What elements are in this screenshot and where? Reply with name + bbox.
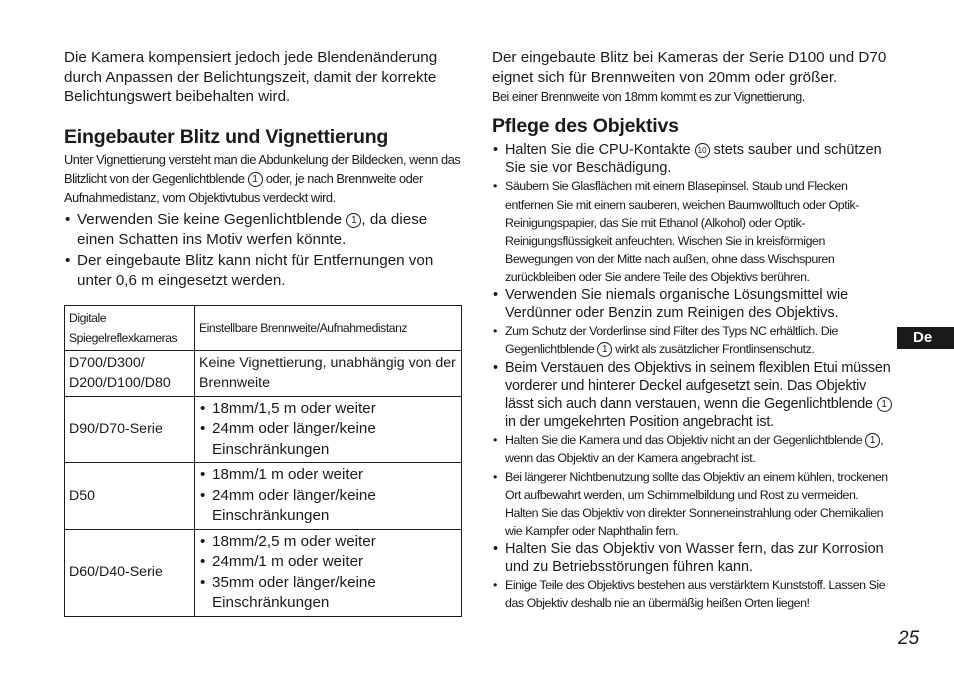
table-cell-list <box>195 463 462 530</box>
list-item: • 24mm oder länger/keine Einschränkungen <box>199 419 457 460</box>
list-item: • 24mm oder länger/keine Einschränkungen <box>199 486 457 527</box>
list-item: • 24mm/1 m oder weiter <box>199 552 457 573</box>
section-heading-flash: Eingebauter Blitz und Vignettierung <box>64 125 389 148</box>
list-item: • 18mm/2,5 m oder weiter <box>199 532 457 553</box>
table-header-distance: Einstellbare Brennweite/Aufnahmedistanz <box>195 305 462 350</box>
lens-hood-callout: 1 <box>877 397 892 412</box>
list-item: • Halten Sie die CPU-Kontakte 10 stets sauber und schützen Sie sie vor Beschädigung. <box>492 141 892 177</box>
focal-length-table <box>64 305 462 617</box>
page-number: 25 <box>898 628 920 649</box>
lens-hood-callout: 1 <box>597 342 612 357</box>
lens-hood-callout: 1 <box>346 213 361 228</box>
list-item: • 35mm oder länger/keine Einschränkungen <box>199 573 457 614</box>
intro-paragraph: Die Kamera kompensiert jedoch jede Blendenänderung durch Anpassen der Belichtungszeit, damit der korrekte Belichtungswert beibehalten wird. <box>64 49 438 105</box>
section-heading-lens-care: Pflege des Objektivs <box>492 115 679 137</box>
table-cell-camera: D90/D70-Serie <box>65 396 195 463</box>
list-item: • Bei längerer Nichtbenutzung sollte das Objektiv an einem kühlen, trockenen Ort aufbewahrt werden, um Schimmelbildung und Rost zu vermeiden. Halten Sie das Objektiv von direkter Sonneneinstrahlung oder Chemikalien wie Kampfer oder Naphthalin fern. <box>492 468 892 540</box>
list-item: • 18mm/1,5 m oder weiter <box>199 399 457 420</box>
table-cell-list <box>195 529 462 616</box>
list-item: • Einige Teile des Objektivs bestehen aus verstärktem Kunststoff. Lassen Sie das Objektiv deshalb nie an übermäßig heißen Orten liegen! <box>492 576 892 612</box>
list-item: • Säubern Sie Glasflächen mit einem Blasepinsel. Staub und Flecken entfernen Sie mit einem sauberen, weichen Baumwolltuch oder Optik-Reinigungspapier, das Sie mit Ethanol (Alkohol) oder Optik-Reinigungsflüssigkeit anfeuchten. Wischen Sie in kreisförmigen Bewegungen von der Mitte nach außen, ohne dass Wischspuren zurückbleiben oder Sie andere Teile des Objektivs berühren. <box>492 177 892 286</box>
right-column <box>492 48 890 613</box>
cpu-contacts-callout: 10 <box>695 143 710 158</box>
table-row <box>65 529 462 616</box>
table-cell-camera: D700/D300/ D200/D100/D80 <box>65 350 195 396</box>
list-item: • Halten Sie das Objektiv von Wasser fern, das zur Korrosion und zu Betriebsstörungen führen kann. <box>492 540 892 576</box>
table-header-row <box>65 305 462 350</box>
table-cell-list <box>195 396 462 463</box>
lens-hood-callout: 1 <box>865 433 880 448</box>
list-item: • Zum Schutz der Vorderlinse sind Filter des Typs NC erhältlich. Die Gegenlichtblende 1 wirkt als zusätzlicher Frontlinsenschutz. <box>492 322 892 358</box>
lens-hood-callout: 1 <box>248 172 263 187</box>
vignetting-description: Unter Vignettierung versteht man die Abdunkelung der Bildecken, wenn das Blitzlicht von der Gegenlichtblende 1 oder, je nach Brennweite oder Aufnahmedistanz, vom Objektivtubus verdeckt wird. <box>64 151 461 205</box>
list-item: • Beim Verstauen des Objektivs in seinem flexiblen Etui müssen vorderer und hinterer Deckel aufgesetzt sein. Das Objektiv lässt sich auch dann verstauen, wenn die Gegenlichtblende 1 in der umgekehrten Position angebracht ist. <box>492 359 892 432</box>
flash-bullet-list <box>64 210 462 292</box>
table-cell-camera: D60/D40-Serie <box>65 529 195 616</box>
language-tab: De <box>897 327 954 349</box>
table-row <box>65 396 462 463</box>
table-row <box>65 350 462 396</box>
flash-focal-note: Der eingebaute Blitz bei Kameras der Serie D100 und D70 eignet sich für Brennweiten von 20mm oder größer. <box>492 49 887 86</box>
table-cell-camera: D50 <box>65 463 195 530</box>
list-item: • Der eingebaute Blitz kann nicht für Entfernungen von unter 0,6 m eingesetzt werden. <box>64 251 462 292</box>
table-cell-text: Keine Vignettierung, unabhängig von der Brennweite <box>195 350 462 396</box>
list-item: • 18mm/1 m oder weiter <box>199 465 457 486</box>
list-item: • Verwenden Sie niemals organische Lösungsmittel wie Verdünner oder Benzin zum Reinigen des Objektivs. <box>492 286 892 322</box>
table-row <box>65 463 462 530</box>
left-column <box>64 48 462 617</box>
vignetting-note: Bei einer Brennweite von 18mm kommt es zur Vignettierung. <box>492 90 805 104</box>
list-item: • Halten Sie die Kamera und das Objektiv nicht an der Gegenlichtblende 1 , wenn das Objektiv an der Kamera angebracht ist. <box>492 431 892 467</box>
lens-care-bullet-list <box>492 141 892 613</box>
table-header-camera: Digitale Spiegelreflexkameras <box>65 305 195 350</box>
list-item: • Verwenden Sie keine Gegenlichtblende 1 , da diese einen Schatten ins Motiv werfen könnte. <box>64 210 462 251</box>
